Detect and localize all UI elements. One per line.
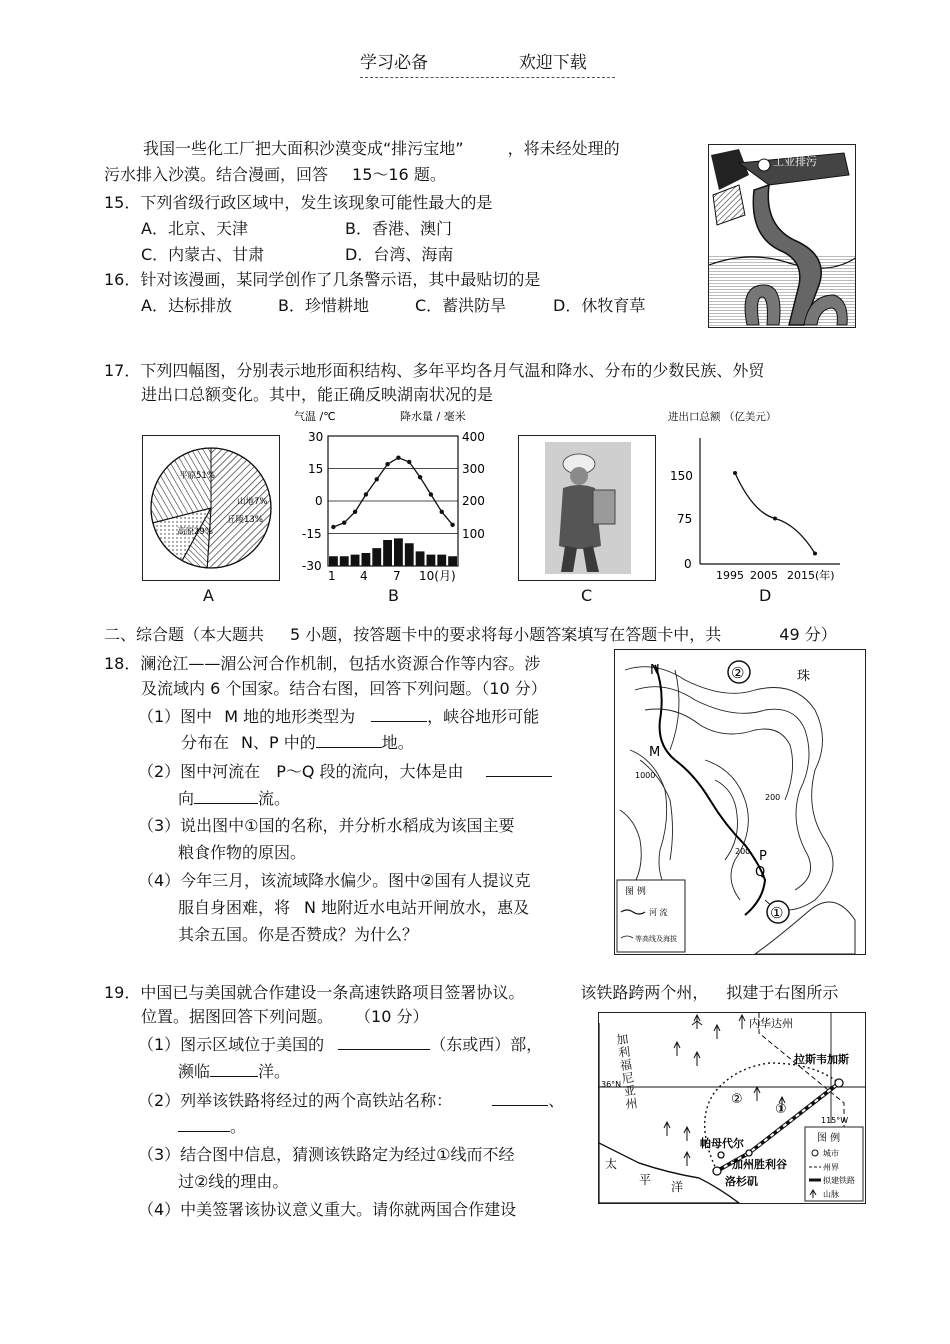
temp-tick-minus15: -15: [302, 527, 322, 541]
map18-legend-title: 图 例: [625, 887, 646, 897]
q15-stem: 15．下列省级行政区域中，发生该现象可能性最大的是: [104, 193, 493, 212]
header-left: 学习必备: [360, 53, 428, 73]
precip-bar: [372, 548, 381, 566]
precip-bar: [437, 555, 446, 566]
cartoon-label: 工业排污: [773, 155, 817, 168]
map18-label-country1: ①: [770, 904, 784, 922]
temp-tick-minus30: -30: [302, 559, 322, 573]
precip-bar: [362, 553, 371, 566]
pie-label-mountain: 山地7%: [237, 497, 268, 507]
q19-part3-cont: 过②线的理由。: [178, 1172, 289, 1191]
figure-a-pie-chart: [142, 435, 280, 581]
trade-ytick-75: 75: [677, 512, 693, 526]
temperature-point: [450, 523, 454, 527]
q16-option-c: C．蓄洪防旱: [415, 296, 507, 315]
map18-contour-200a: 200: [735, 847, 751, 856]
q18-part3: （3）说出图中①国的名称，并分析水稻成为该国主要: [138, 816, 515, 835]
map19-legend-rail: 拟建铁路: [823, 1176, 855, 1185]
precip-tick-100: 100: [462, 527, 485, 541]
california-rail-map: [598, 1012, 866, 1204]
q15-option-c: C．内蒙古、甘肃: [141, 245, 265, 264]
map18-label-n: N: [650, 663, 660, 678]
header-right: 欢迎下载: [518, 53, 587, 73]
pie-slice-plain: [207, 448, 271, 568]
figure-label-a: A: [203, 586, 214, 605]
precip-bar: [329, 556, 338, 566]
trade-ytick-150: 150: [670, 469, 693, 483]
q19-line2: 位置。据图回答下列问题。 （10 分）: [141, 1007, 429, 1026]
precip-bar: [394, 538, 403, 566]
q16-option-d: D．休牧育草: [553, 296, 646, 315]
q16-option-a: A．达标排放: [141, 296, 232, 315]
pie-label-hill: 丘陵13%: [227, 515, 263, 525]
temperature-point: [331, 525, 335, 529]
temp-tick-0: 0: [315, 494, 323, 508]
map19-ocean-1: 太: [605, 1157, 618, 1171]
temperature-point: [353, 510, 357, 514]
q18-part4-cont: 服自身困难，将 N 地附近水电站开闸放水，惠及: [178, 898, 530, 917]
map19-california: 加利福尼亚州: [615, 1031, 639, 1112]
temperature-point: [429, 492, 433, 496]
q18-line1: 18．澜沧江——湄公河合作机制，包括水资源合作等内容。涉: [104, 654, 541, 673]
q15-option-d: D．台湾、海南: [345, 245, 454, 264]
figure-label-b: B: [388, 586, 399, 605]
map18-label-country2: ②: [731, 664, 745, 682]
precip-tick-300: 300: [462, 462, 485, 476]
figure-label-d: D: [759, 586, 772, 605]
q18-line2: 及流域内 6 个国家。结合右图，回答下列问题。（10 分）: [141, 679, 547, 698]
month-tick-1: 1: [328, 569, 336, 583]
temperature-point: [407, 460, 411, 464]
temperature-point: [396, 455, 400, 459]
map19-route1: ①: [775, 1102, 787, 1117]
map19-legend-mountain: 山脉: [823, 1190, 839, 1199]
trade-point: [773, 517, 777, 521]
precip-bar: [405, 543, 414, 566]
trade-point: [813, 552, 817, 556]
temp-tick-30: 30: [308, 430, 324, 444]
q19-part2: （2）列举该铁路将经过的两个高铁站名称： 、: [138, 1091, 565, 1110]
intro-line1: 我国一些化工厂把大面积沙漠变成“排污宝地” ，将未经处理的: [143, 139, 620, 158]
trade-xtick-1995: 1995: [716, 569, 744, 582]
temperature-point: [375, 477, 379, 481]
map19-nevada: 内华达州: [749, 1017, 793, 1030]
map18-label-p: P: [759, 849, 767, 864]
map18-contour-200b: 200: [765, 793, 781, 802]
precip-bar: [416, 551, 425, 566]
temperature-point: [385, 462, 389, 466]
precip-bar: [340, 556, 349, 566]
q18-part1: （1）图中 M 地的地形类型为 ，峡谷地形可能: [138, 707, 540, 726]
trade-title: 进出口总额 （亿美元）: [668, 411, 777, 423]
temp-tick-15: 15: [308, 462, 324, 476]
q19-line1: 19．中国已与美国就合作建设一条高速铁路项目签署协议。 该铁路跨两个州， 拟建于右图所示: [104, 983, 839, 1002]
section2-heading: 二、综合题（本大题共 5 小题，按答题卡中的要求将每小题答案填写在答题卡中，共 49 分）: [104, 625, 837, 644]
precip-bar: [427, 555, 436, 566]
month-tick-10: 10(月): [419, 569, 456, 583]
map19-lon: 115°W: [821, 1116, 849, 1125]
map19-victorville: 加州胜利谷: [732, 1158, 787, 1171]
q19-part2-cont: 。: [178, 1117, 246, 1137]
intro-line2: 污水排入沙漠。结合漫画，回答 15～16 题。: [104, 165, 446, 184]
trade-line: [735, 473, 815, 554]
q18-part4: （4）今年三月，该流域降水偏少。图中②国有人提议克: [138, 871, 531, 890]
q18-part2: （2）图中河流在 P～Q 段的流向，大体是由: [138, 762, 552, 782]
map19-legend-state: 州界: [823, 1163, 839, 1172]
q19-part3: （3）结合图中信息，猜测该铁路定为经过①线而不经: [138, 1145, 515, 1164]
precip-bar: [383, 540, 392, 566]
map18-label-q: Q: [755, 865, 766, 880]
q18-part4-cont2: 其余五国。你是否赞成？为什么？: [178, 925, 419, 944]
pie-label-plateau: 高原29%: [177, 527, 213, 537]
map18-contour-1000: 1000: [635, 771, 656, 780]
q15-option-a: A．北京、天津: [141, 219, 248, 238]
pie-label-plain: 平原51%: [179, 471, 215, 481]
trade-xtick-2005: 2005: [750, 569, 778, 582]
mekong-map: [614, 649, 866, 955]
q19-part4: （4）中美签署该协议意义重大。请你就两国合作建设: [138, 1200, 517, 1219]
climate-left-title: 气温 /℃: [294, 410, 336, 423]
q17-stem-line1: 17．下列四幅图，分别表示地形面积结构、多年平均各月气温和降水、分布的少数民族、外贸: [104, 361, 765, 380]
temperature-point: [440, 510, 444, 514]
trade-xtick-2015: 2015(年): [787, 569, 835, 582]
map18-label-zhu: 珠: [797, 669, 811, 684]
trade-ytick-0: 0: [684, 557, 692, 571]
precip-bar: [448, 556, 457, 566]
q15-option-b: B．香港、澳门: [345, 219, 452, 238]
map18-legend-river: 河 流: [649, 908, 668, 917]
figure-c-ethnic-photo: [518, 435, 656, 581]
temperature-line: [333, 458, 452, 527]
q17-stem-line2: 进出口总额变化。其中，能正确反映湖南状况的是: [141, 385, 494, 404]
map19-lasvegas: 拉斯韦加斯: [794, 1053, 849, 1066]
figure-label-c: C: [581, 586, 593, 605]
q18-part2-cont: 向 流。: [178, 789, 291, 808]
q16-stem: 16．针对该漫画，某同学创作了几条警示语，其中最贴切的是: [104, 270, 541, 289]
climate-right-title: 降水量 / 毫米: [400, 410, 466, 423]
precip-bar: [351, 555, 360, 566]
map19-legend-title: 图 例: [817, 1133, 841, 1144]
figure-d-trade-chart: [660, 408, 845, 584]
map19-ocean-2: 平: [639, 1173, 652, 1187]
trade-point: [733, 471, 737, 475]
month-tick-7: 7: [393, 569, 401, 583]
map19-route2: ②: [731, 1092, 743, 1107]
map19-legend-city: 城市: [823, 1149, 839, 1158]
figure-b-climate-chart: [290, 408, 505, 584]
page-header: [360, 48, 615, 78]
temperature-point: [364, 492, 368, 496]
map19-palmdale: 帕母代尔: [700, 1137, 744, 1150]
precip-tick-200: 200: [462, 494, 485, 508]
map19-ocean-3: 洋: [671, 1180, 684, 1194]
precip-tick-400: 400: [462, 430, 485, 444]
q18-part1-cont: 分布在 N、P 中的 地。: [181, 733, 414, 752]
temperature-point: [342, 520, 346, 524]
map19-la: 洛杉矶: [725, 1175, 758, 1188]
q18-part3-cont: 粮食作物的原因。: [178, 843, 307, 862]
map18-label-m: M: [649, 745, 661, 760]
q19-part1-cont: 濒临 洋。: [178, 1062, 291, 1081]
q16-option-b: B．珍惜耕地: [278, 296, 369, 315]
temperature-point: [418, 475, 422, 479]
map18-legend-contour: 等高线及海拔: [635, 935, 677, 943]
map19-lat: 36°N: [601, 1080, 622, 1089]
q19-part1: （1）图示区域位于美国的 （东或西）部，: [138, 1035, 543, 1054]
month-tick-4: 4: [360, 569, 368, 583]
pollution-cartoon: [708, 144, 856, 328]
